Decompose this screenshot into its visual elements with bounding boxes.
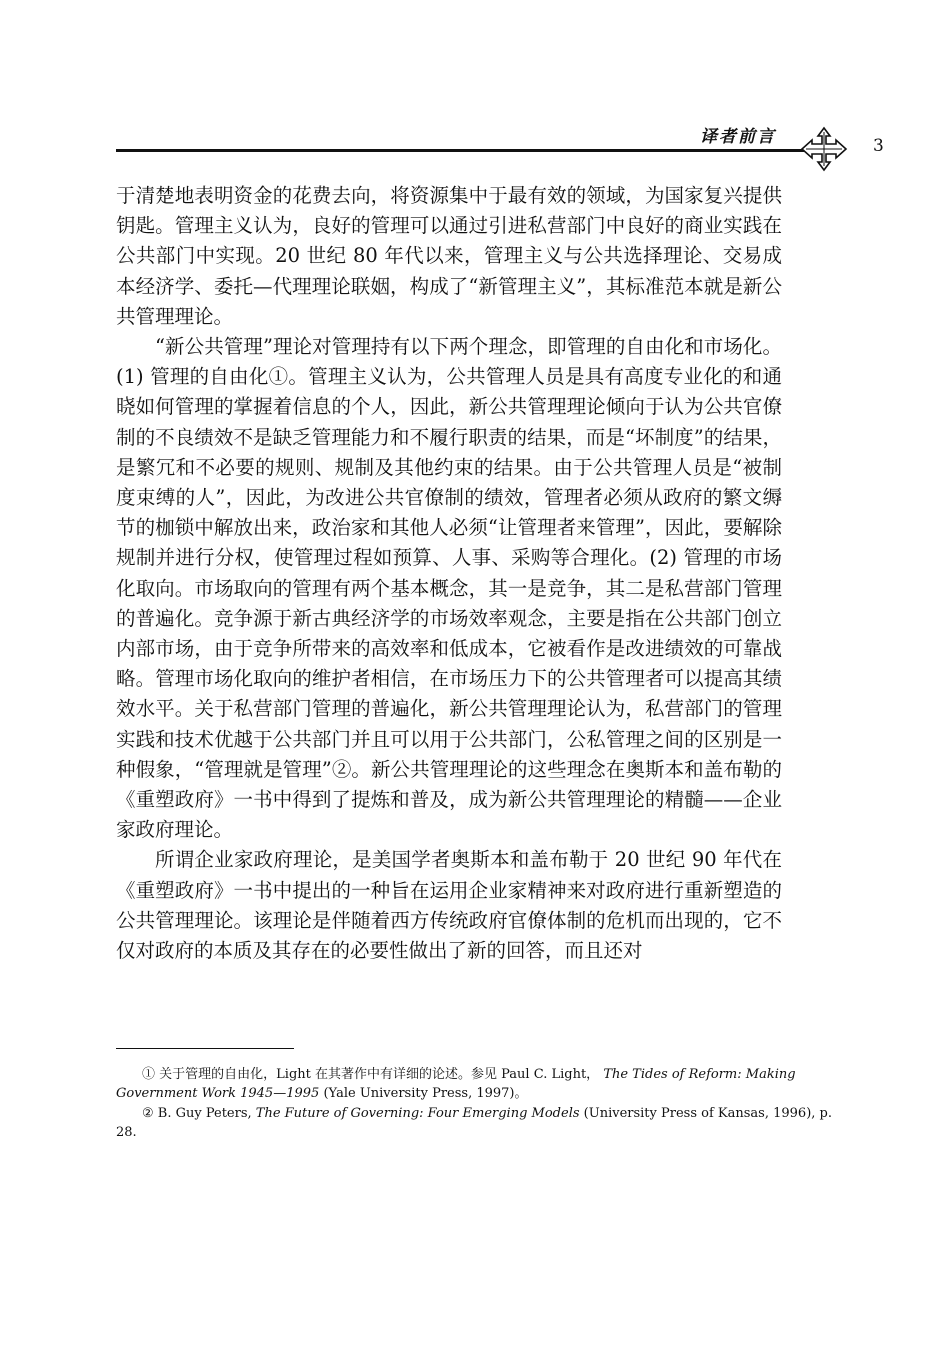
footnote-1 — [116, 1065, 838, 1103]
body-text — [116, 181, 782, 966]
footnote-text: 关于管理的自由化，Light 在其著作中有详细的论述。参见 Paul C. Light， — [159, 1067, 600, 1082]
footnote-2 — [116, 1104, 838, 1142]
header-rule — [116, 149, 811, 152]
paragraph: “新公共管理”理论对管理持有以下两个理念，即管理的自由化和市场化。(1) 管理的自由化①。管理主义认为，公共管理人员是具有高度专业化的和通晓如何管理的掌握着信息的个人，因此，新公共管理理论倾向于认为公共官僚制的不良绩效不是缺乏管理能力和不履行职责的结果，而是“坏制度”的结果，是繁冗和不必要的规则、规制及其他约束的结果。由于公共管理人员是“被制度束缚的人”，因此，为改进公共官僚制的绩效，管理者必须从政府的繁文缛节的枷锁中解放出来，政治家和其他人必须“让管理者来管理”，因此，要解除规制并进行分权，使管理过程如预算、人事、采购等合理化。(2) 管理的市场化取向。市场取向的管理有两个基本概念，其一是竞争，其二是私营部门管理的普遍化。竞争源于新古典经济学的市场效率观念，主要是指在公共部门创立内部市场，由于竞争所带来的高效率和低成本，它被看作是改进绩效的可靠战略。管理市场化取向的维护者相信，在市场压力下的公共管理者可以提高其绩效水平。关于私营部门管理的普遍化，新公共管理理论认为，私营部门的管理实践和技术优越于公共部门并且可以用于公共部门，公私管理之间的区别是一种假象，“管理就是管理”②。新公共管理理论的这些理念在奥斯本和盖布勒的《重塑政府》一书中得到了提炼和普及，成为新公共管理理论的精髓——企业家政府理论。 — [116, 335, 782, 842]
paragraph: 所谓企业家政府理论，是美国学者奥斯本和盖布勒于 20 世纪 90 年代在《重塑政府》一书中提出的一种旨在运用企业家精神来对政府进行重新塑造的公共管理理论。该理论是伴随着西方传统政府官僚体制的危机而出现的，它不仅对政府的本质及其存在的必要性做出了新的回答，而且还对 — [116, 848, 782, 963]
footnote-marker: ② — [142, 1106, 154, 1121]
footnote-marker: ① — [142, 1067, 156, 1082]
paragraph: 于清楚地表明资金的花费去向，将资源集中于最有效的领域，为国家复兴提供钥匙。管理主义认为，良好的管理可以通过引进私营部门中良好的商业实践在公共部门中实现。20 世纪 80 年代以来，管理主义与公共选择理论、交易成本经济学、委托—代理理论联姻，构成了“新管理主义”，其标准范本就是新公共管理理论。 — [116, 184, 782, 328]
footnote-text: B. Guy Peters, — [157, 1106, 252, 1121]
footnote-text: (Yale University Press, 1997)。 — [323, 1086, 528, 1101]
page-number: 3 — [873, 136, 884, 156]
ornament-arrow-icon — [800, 126, 848, 172]
footnotes — [116, 1065, 838, 1143]
footnote-rule — [116, 1048, 294, 1049]
footnote-text: (University Press of Kansas, 1996), p. 28. — [116, 1106, 832, 1140]
footnote-book-title: The Tides of Reform: Making Government Work 1945—1995 — [116, 1067, 796, 1101]
running-head-title: 译者前言 — [700, 127, 776, 147]
footnote-book-title: The Future of Governing: Four Emerging Models — [255, 1106, 580, 1121]
